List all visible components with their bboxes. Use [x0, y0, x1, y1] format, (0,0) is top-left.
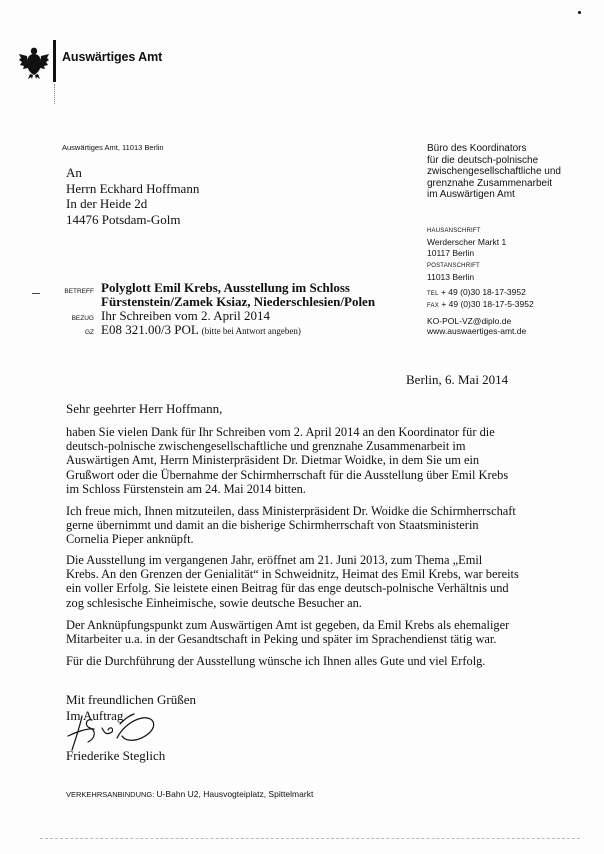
footer-label: VERKEHRSANBINDUNG:: [66, 790, 155, 799]
body-paragraph: [66, 425, 526, 496]
footer-transport: [66, 789, 313, 799]
office-block: [427, 143, 597, 201]
handwritten-signature: [62, 698, 172, 758]
hausanschrift-label: HAUSANSCHRIFT: [427, 228, 481, 234]
office-title-line: Büro des Koordinators: [427, 143, 527, 154]
bezug-label: BEZUG: [71, 315, 94, 322]
gz-note: (bitte bei Antwort angeben): [201, 326, 301, 336]
closing-line: Im Auftrag: [66, 708, 124, 723]
body-paragraph: [66, 553, 526, 610]
recipient-line: In der Heide 2d: [66, 196, 148, 211]
office-title-line: grenznahe Zusammenarbeit: [427, 177, 553, 189]
paragraph-line: gerne übernimmt und damit an die bisherige Schirmherrschaft von Staatsministerin: [66, 518, 479, 533]
fax-label: FAX: [427, 303, 439, 309]
tel-number: + 49 (0)30 18-17-3952: [440, 286, 526, 297]
paragraph-line: Für die Durchführung der Ausstellung wünsche ich Ihnen alles Gute und viel Erfolg.: [66, 654, 486, 668]
paragraph-line: im Schloss Fürstenstein am 24. Mai 2014 bitten.: [66, 481, 306, 496]
postanschrift-line: 11013 Berlin: [427, 272, 475, 282]
gz-number: E08 321.00/3 POL: [101, 322, 199, 337]
tel-label: TEL: [427, 290, 439, 297]
paragraph-line: Der Anknüpfungspunkt zum Auswärtigen Amt ist gegeben, da Emil Krebs als ehemaliger: [66, 618, 510, 632]
subject-text: [101, 281, 375, 309]
paragraph-line: zog schlesische Einheimische, sowie deutsche Besucher an.: [66, 595, 362, 610]
paragraph-line: ein voller Erfolg. Sie leistete einen Beitrag für das enge deutsch-polnische Verhältnis und: [66, 581, 509, 596]
sender-line: Auswärtiges Amt, 11013 Berlin: [62, 143, 164, 152]
letterhead-dots: [54, 84, 55, 104]
paragraph-line: haben Sie vielen Dank für Ihr Schreiben vom 2. April 2014 an den Koordinator für die: [66, 425, 495, 439]
signatory-name: Friederike Steglich: [66, 748, 166, 763]
gz-label: GZ: [84, 329, 94, 336]
office-title-line: im Auswärtigen Amt: [427, 189, 515, 200]
postanschrift-label: POSTANSCHRIFT: [427, 263, 480, 269]
letterhead-bar: [53, 40, 56, 82]
paragraph-line: Ich freue mich, Ihnen mitzuteilen, dass Ministerpräsident Dr. Woidke die Schirmherrschaft: [66, 504, 516, 518]
body-paragraph: [66, 654, 526, 668]
organization-name: Auswärtiges Amt: [62, 50, 163, 64]
paragraph-line: Grußwort oder die Übernahme der Schirmherrschaft für die Ausstellung über Emil Krebs: [66, 467, 509, 482]
scan-mark: [578, 11, 581, 14]
fold-mark: [32, 293, 40, 294]
footer-text: U-Bahn U2, Hausvogteiplatz, Spittelmarkt: [156, 789, 314, 799]
tel-line: [427, 287, 534, 300]
letter-date: Berlin, 6. Mai 2014: [406, 372, 509, 387]
salutation: Sehr geehrter Herr Hoffmann,: [66, 401, 223, 416]
hausanschrift-line: Werderscher Markt 1: [427, 237, 507, 247]
hausanschrift-line: 10117 Berlin: [427, 247, 475, 258]
paragraph-line: deutsch-polnische zwischengesellschaftliche und grenznahe Zusammenarbeit im: [66, 439, 466, 454]
office-title-line: zwischengesellschaftliche und: [427, 166, 561, 177]
betreff-label: BETREFF: [64, 288, 94, 295]
gz-line: [101, 323, 301, 338]
paragraph-line: Die Ausstellung im vergangenen Jahr, eröffnet am 21. Juni 2013, zum Thema „Emil: [66, 553, 483, 567]
recipient-line: Herrn Eckhard Hoffmann: [66, 180, 200, 196]
body-paragraph: [66, 618, 526, 646]
contact-block: [427, 228, 534, 337]
email-address: KO-POL-VZ@diplo.de: [427, 315, 512, 326]
bezug-text: Ihr Schreiben vom 2. April 2014: [101, 308, 270, 323]
subject-line: Fürstenstein/Zamek Ksiaz, Niederschlesien/Polen: [101, 294, 376, 309]
body-paragraph: [66, 504, 526, 547]
website-address: www.auswaertiges-amt.de: [427, 326, 527, 336]
office-title-line: für die deutsch-polnische: [427, 154, 539, 166]
paragraph-line: Mitarbeiter u.a. in der Gesandtschaft in Peking und später im Sprachendienst tätig war.: [66, 632, 497, 647]
fax-line: [427, 299, 534, 312]
paragraph-line: Cornelia Pieper anknüpft.: [66, 532, 194, 547]
closing-line: Mit freundlichen Grüßen: [66, 692, 196, 707]
recipient-line: 14476 Potsdam-Golm: [66, 211, 181, 227]
recipient-line: An: [66, 165, 82, 180]
recipient-address: [66, 165, 199, 227]
paragraph-line: Auswärtigen Amt, Herrn Ministerpräsident Dr. Dietmar Woidke, in dem Sie um ein: [66, 453, 480, 468]
fax-number: + 49 (0)30 18-17-5-3952: [441, 299, 534, 309]
paragraph-line: Krebs. An den Grenzen der Genialität“ in Schweidnitz, Heimat des Emil Krebs, war bereits: [66, 567, 519, 582]
bottom-fold-line: [40, 838, 580, 839]
federal-eagle-icon: [18, 44, 50, 80]
subject-line: Polyglott Emil Krebs, Ausstellung im Schloss: [101, 280, 350, 295]
